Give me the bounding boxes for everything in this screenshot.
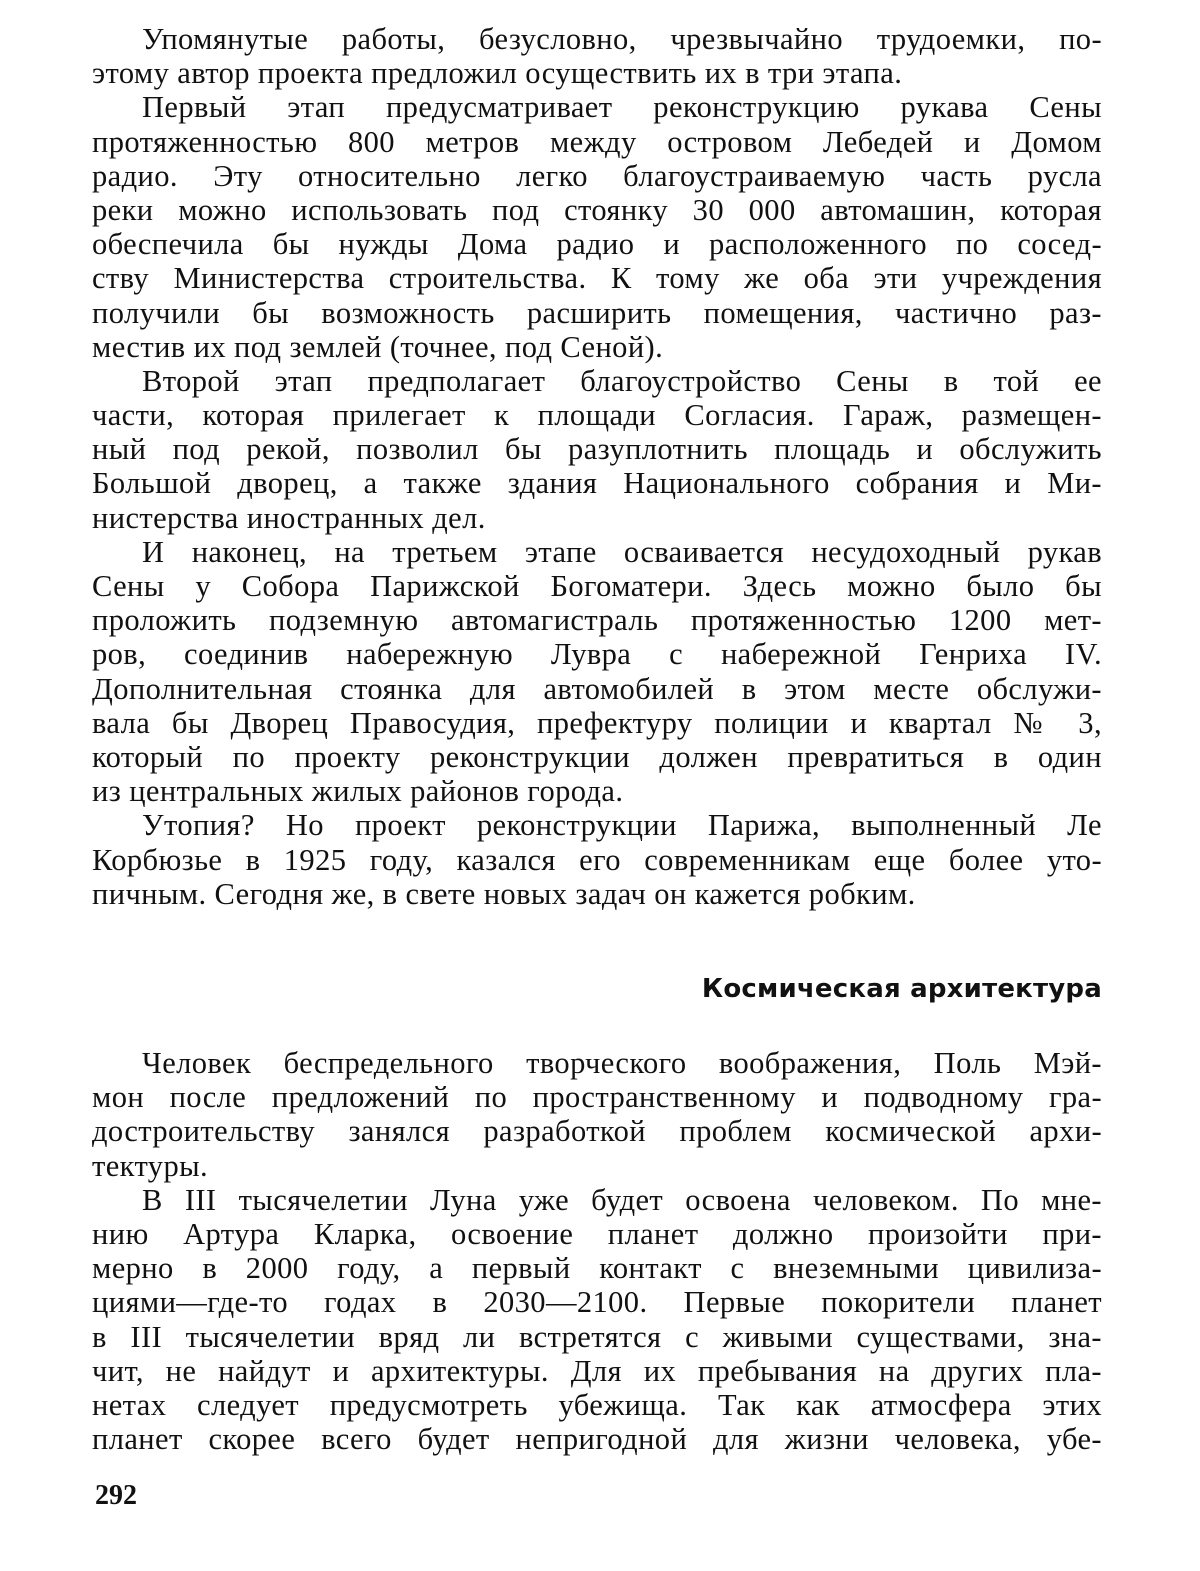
text-line: обеспечила бы нужды Дома радио и расположенного по сосед- — [92, 227, 1102, 262]
text-line: Сены у Собора Парижской Богоматери. Здесь можно было бы — [92, 569, 1102, 603]
text-line: циями—где-то годах в 2030—2100. Первые покорители планет — [92, 1285, 1102, 1320]
text-line: Корбюзье в 1925 году, казался его современникам еще более уто- — [92, 842, 1102, 877]
text-line: нистерства иностранных дел. — [92, 500, 486, 535]
paragraph — [92, 364, 1102, 535]
section-heading: Космическая архитектура — [701, 974, 1102, 1004]
text-line: Дополнительная стоянка для автомобилей в этом месте обслужи- — [92, 671, 1102, 706]
text-line: ров, соединив набережную Лувра с набережной Генриха IV. — [92, 637, 1102, 672]
book-page — [92, 22, 1102, 1457]
text-line: нию Артура Кларка, освоение планет должно произойти при- — [92, 1216, 1102, 1251]
text-line: Второй этап предполагает благоустройство Сены в той ее — [142, 363, 1102, 398]
text-line: который по проекту реконструкции должен превратиться в один — [92, 739, 1102, 774]
text-line: Упомянутые работы, безусловно, чрезвычайно трудоемки, по- — [142, 22, 1102, 56]
text-line: мерно в 2000 году, а первый контакт с внеземными цивилиза- — [92, 1251, 1102, 1286]
text-line: местив их под землей (точнее, под Сеной). — [92, 329, 664, 364]
text-line: мон после предложений по пространственному и подводному гра- — [92, 1080, 1102, 1115]
text-line: пичным. Сегодня же, в свете новых задач он кажется робким. — [92, 876, 916, 911]
paragraph — [92, 808, 1102, 911]
text-line: реки можно использовать под стоянку 30 000 автомашин, которая — [92, 192, 1102, 227]
paragraph — [92, 1046, 1102, 1183]
text-line: достроительству занялся разработкой проблем космической архи- — [92, 1114, 1102, 1149]
paragraph — [92, 1183, 1102, 1457]
text-line: планет скорее всего будет непригодной для жизни человека, убе- — [92, 1422, 1102, 1457]
text-line: Первый этап предусматривает реконструкцию рукава Сены — [142, 90, 1102, 125]
text-line: Человек беспредельного творческого воображения, Поль Мэй- — [142, 1046, 1102, 1080]
text-line: И наконец, на третьем этапе осваивается несудоходный рукав — [142, 534, 1102, 569]
text-line: в III тысячелетии вряд ли встретятся с живыми существами, зна- — [92, 1319, 1102, 1354]
page-number: 292 — [95, 1480, 137, 1511]
paragraph — [92, 22, 1102, 90]
text-line: Утопия? Но проект реконструкции Парижа, выполненный Ле — [142, 808, 1102, 843]
text-line: В III тысячелетии Луна уже будет освоена человеком. По мне- — [142, 1182, 1102, 1217]
text-line: получили бы возможность расширить помещения, частично раз- — [92, 295, 1102, 330]
text-section-seine-project — [92, 22, 1102, 911]
paragraph — [92, 90, 1102, 364]
text-line: чит, не найдут и архитектуры. Для их пребывания на других пла- — [92, 1353, 1102, 1388]
text-line: проложить подземную автомагистраль протяженностью 1200 мет- — [92, 603, 1102, 638]
paragraph — [92, 535, 1102, 809]
text-line: нетах следует предусмотреть убежища. Так как атмосфера этих — [92, 1387, 1102, 1422]
text-section-space-architecture — [92, 1046, 1102, 1456]
text-line: радио. Эту относительно легко благоустраиваемую часть русла — [92, 158, 1102, 193]
text-line: этому автор проекта предложил осуществить их в три этапа. — [92, 56, 903, 91]
text-line: тектуры. — [92, 1148, 209, 1183]
text-line: вала бы Дворец Правосудия, префектуру полиции и квартал № 3, — [92, 705, 1102, 740]
text-line: протяженностью 800 метров между островом Лебедей и Домом — [92, 124, 1102, 159]
text-line: ный под рекой, позволил бы разуплотнить площадь и обслужить — [92, 432, 1102, 467]
text-line: Большой дворец, а также здания Национального собрания и Ми- — [92, 466, 1102, 501]
text-line: ству Министерства строительства. К тому же оба эти учреждения — [92, 261, 1102, 296]
text-line: части, которая прилегает к площади Согласия. Гараж, размещен- — [92, 398, 1102, 433]
text-line: из центральных жилых районов города. — [92, 774, 624, 809]
